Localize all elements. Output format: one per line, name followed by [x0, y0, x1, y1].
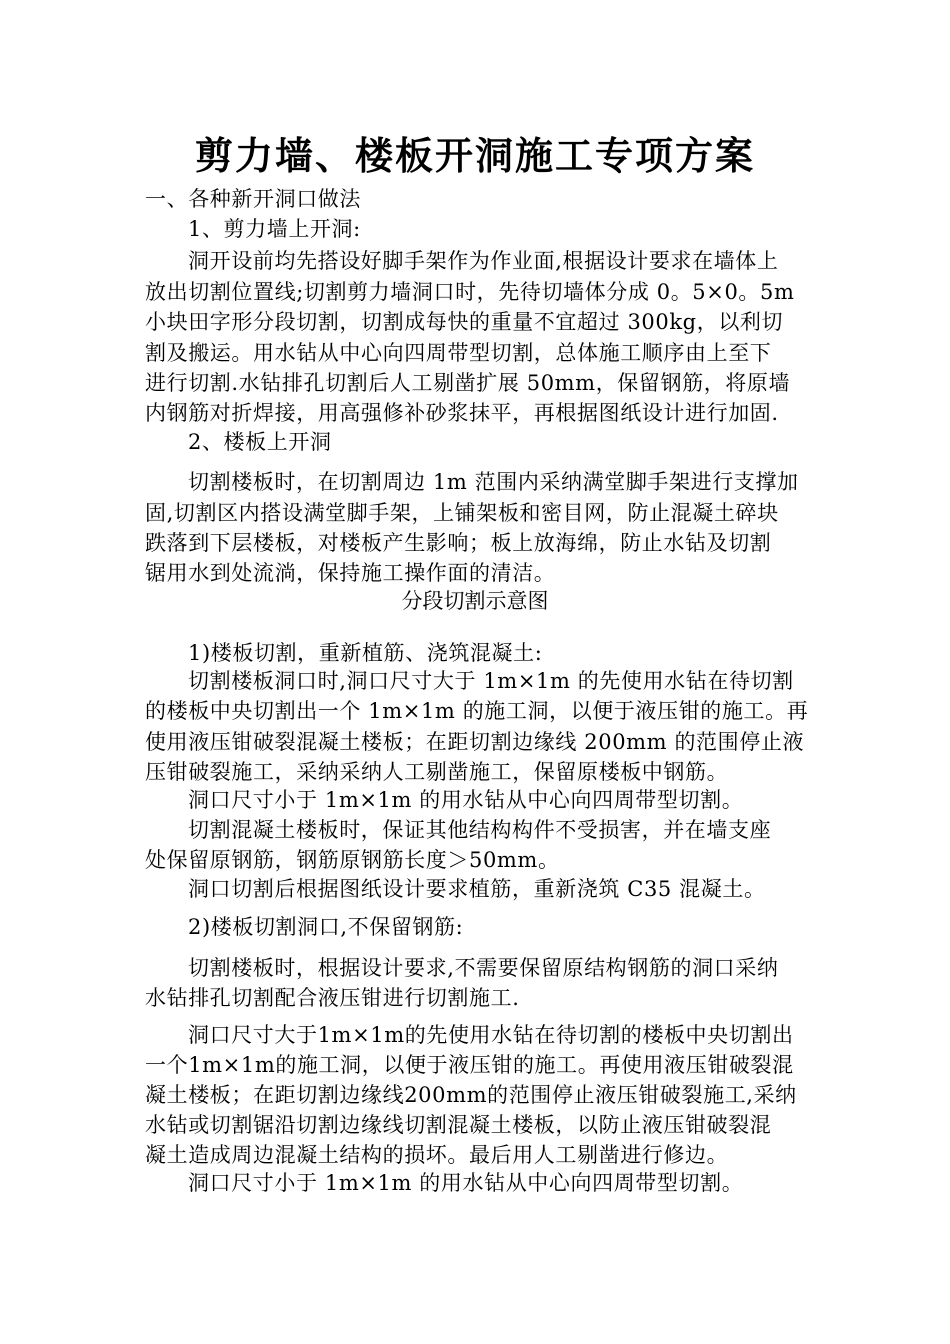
section-heading: 一、各种新开洞口做法 [145, 187, 361, 211]
paragraph-line: 一个1m×1m的施工洞，以便于液压钳的施工。再使用液压钳破裂混 [145, 1053, 794, 1077]
paragraph-line: 凝土楼板；在距切割边缘线200mm的范围停止液压钳破裂施工,采纳 [145, 1083, 797, 1107]
paragraph-line: 水钻或切割锯沿切割边缘线切割混凝土楼板，以防止液压钳破裂混 [145, 1113, 772, 1137]
paragraph-line: 切割楼板时，根据设计要求,不需要保留原结构钢筋的洞口采纳 [188, 956, 779, 980]
paragraph-line: 洞开设前均先搭设好脚手架作为作业面,根据设计要求在墙体上 [188, 249, 779, 273]
paragraph-line: 使用液压钳破裂混凝土楼板；在距切割边缘线 200mm 的范围停止液 [145, 730, 805, 754]
paragraph-line: 跌落到下层楼板，对楼板产生影响；板上放海绵，防止水钻及切割 [145, 531, 772, 555]
paragraph-line: 压钳破裂施工，采纳采纳人工剔凿施工，保留原楼板中钢筋。 [145, 760, 729, 784]
subsection-heading-slab: 2、楼板上开洞 [188, 430, 332, 454]
paragraph-line: 处保留原钢筋，钢筋原钢筋长度＞50mm。 [145, 848, 560, 872]
paragraph-line: 锯用水到处流淌，保持施工操作面的清洁。 [145, 561, 556, 585]
paragraph-line: 的楼板中央切割出一个 1m×1m 的施工洞，以便于液压钳的施工。再 [145, 699, 809, 723]
paragraph-line: 小块田字形分段切割，切割成每快的重量不宜超过 300kg，以利切 [145, 310, 784, 334]
subsection-heading-wall: 1、剪力墙上开洞: [188, 217, 361, 241]
paragraph-line: 洞口尺寸小于 1m×1m 的用水钻从中心向四周带型切割。 [188, 1171, 744, 1195]
paragraph-line: 放出切割位置线;切割剪力墙洞口时，先待切墙体分成 0。5×0。5m [145, 280, 795, 304]
paragraph-line: 固,切割区内搭设满堂脚手架，上铺架板和密目网，防止混凝土碎块 [145, 501, 779, 525]
paragraph-line: 割及搬运。用水钻从中心向四周带型切割，总体施工顺序由上至下 [145, 341, 772, 365]
subsection-heading-no-rebar: 2)楼板切割洞口,不保留钢筋: [188, 915, 464, 939]
subsection-heading-rebar: 1)楼板切割，重新植筋、浇筑混凝土: [188, 641, 543, 665]
paragraph-line: 切割楼板洞口时,洞口尺寸大于 1m×1m 的先使用水钻在待切割 [188, 669, 794, 693]
page-title: 剪力墙、楼板开洞施工专项方案 [194, 133, 755, 178]
paragraph-line: 进行切割.水钻排孔切割后人工剔凿扩展 50mm，保留钢筋，将原墙 [145, 371, 791, 395]
paragraph-line: 凝土造成周边混凝土结构的损坏。最后用人工剔凿进行修边。 [145, 1143, 729, 1167]
paragraph-line: 水钻排孔切割配合液压钳进行切割施工. [145, 986, 520, 1010]
figure-caption: 分段切割示意图 [401, 589, 549, 613]
paragraph-line: 洞口尺寸大于1m×1m的先使用水钻在待切割的楼板中央切割出 [188, 1023, 794, 1047]
paragraph-line: 切割混凝土楼板时，保证其他结构构件不受损害，并在墙支座 [188, 818, 772, 842]
paragraph-line: 洞口切割后根据图纸设计要求植筋，重新浇筑 C35 混凝土。 [188, 877, 766, 901]
paragraph-line: 洞口尺寸小于 1m×1m 的用水钻从中心向四周带型切割。 [188, 788, 744, 812]
paragraph-line: 切割楼板时，在切割周边 1m 范围内采纳满堂脚手架进行支撑加 [188, 470, 799, 494]
paragraph-line: 内钢筋对折焊接，用高强修补砂浆抹平，再根据图纸设计进行加固. [145, 401, 779, 425]
